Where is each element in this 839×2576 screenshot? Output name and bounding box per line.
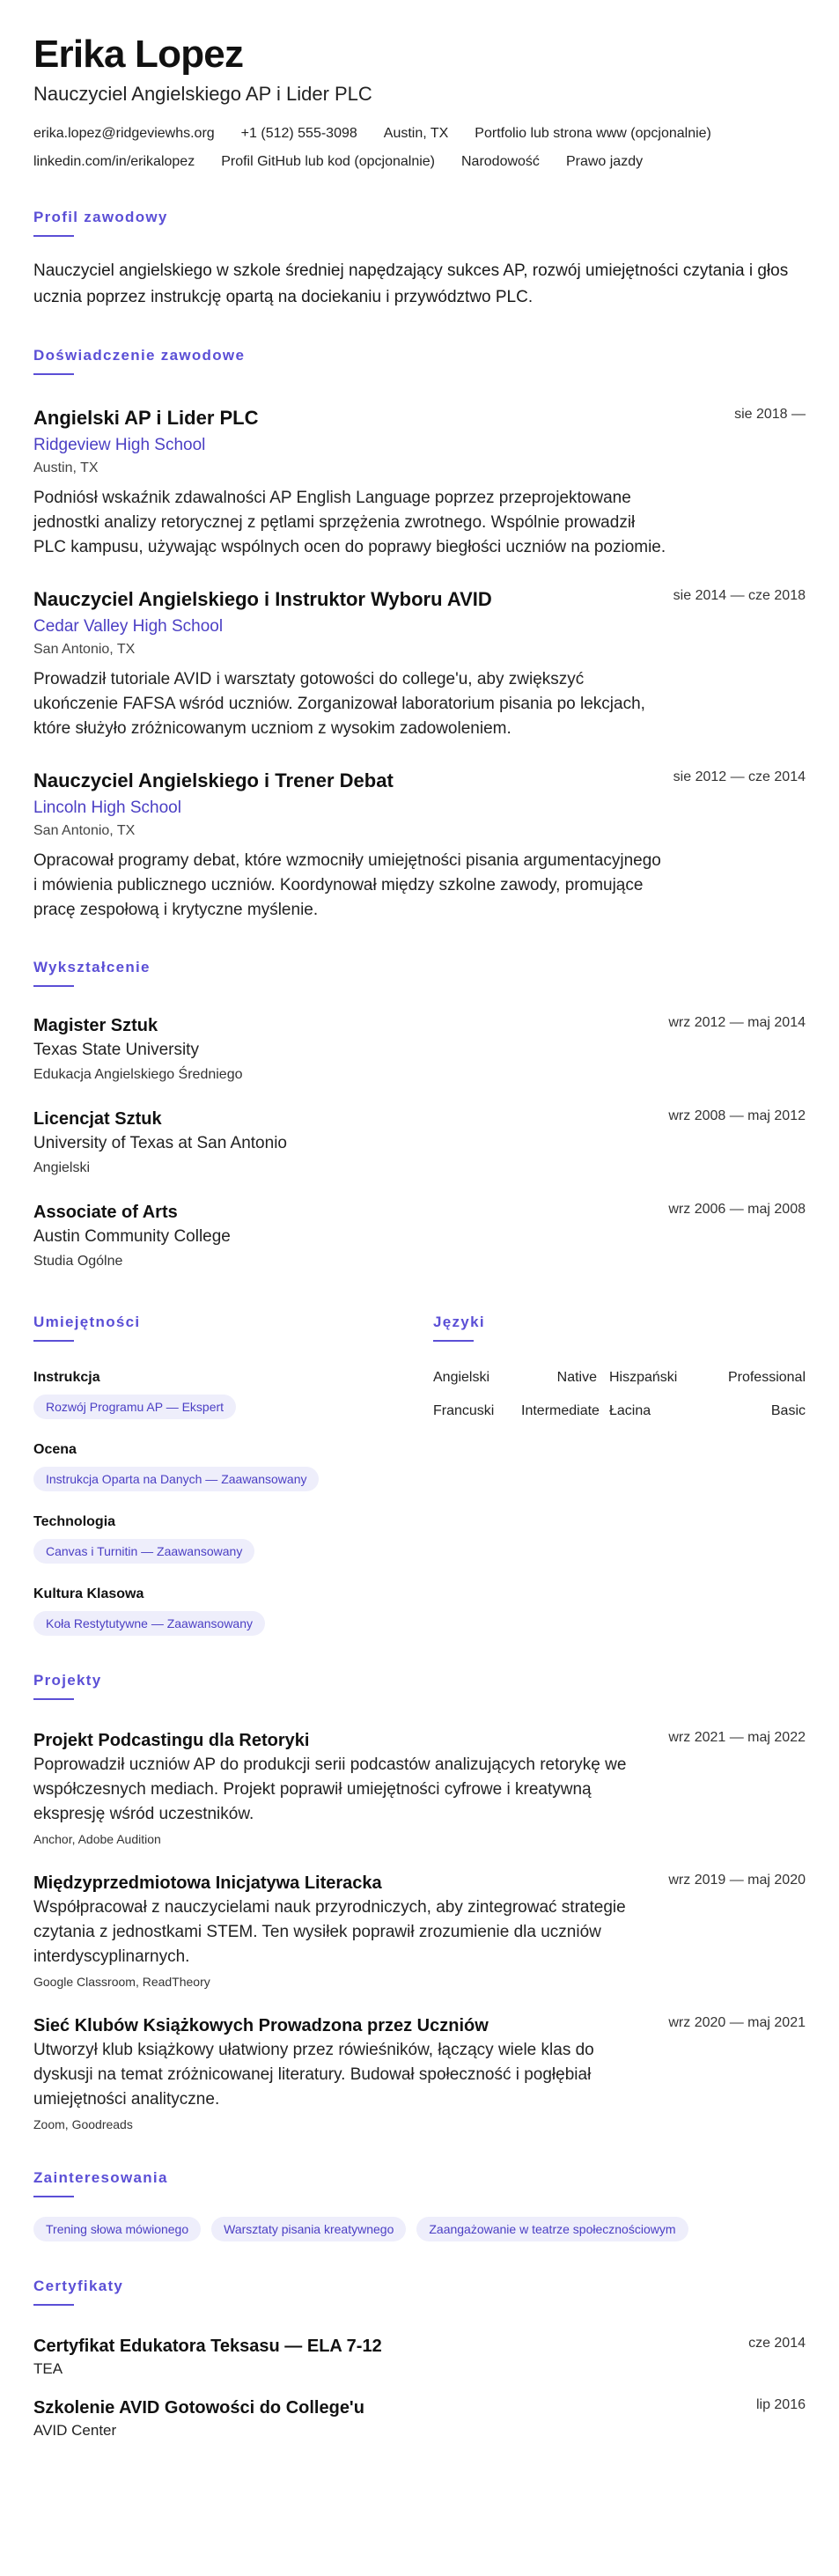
summary-section (33, 208, 806, 311)
interest-pill: Trening słowa mówionego (33, 2217, 201, 2241)
skill-group (33, 1440, 433, 1491)
project-dates: wrz 2021 — maj 2022 (668, 1730, 806, 1745)
section-divider (33, 2196, 74, 2197)
experience-description: Opracował programy debat, które wzmocniły umiejętności pisania argumentacyjnego i mówienia publicznego uczniów. Koordynował między szkolne zawody, promujące pracę zespołową i krytyczne myślenie. (33, 851, 661, 919)
education-degree: Associate of Arts (33, 1203, 178, 1222)
experience-company: Cedar Valley High School (33, 617, 224, 636)
contact-portfolio[interactable]: Portfolio lub strona www (opcjonalnie) (475, 126, 711, 141)
certification-date: lip 2016 (755, 2397, 806, 2412)
skill-group (33, 1512, 433, 1564)
candidate-headline: Nauczyciel Angielskiego AP i Lider PLC (33, 83, 372, 105)
project-description: Utworzył klub książkowy ułatwiony przez rówieśników, łączący wiele klas do dyskusji na temat zróżnicowanej literatury. Budował społeczność i pogłębiał umiejętności analityczne. (33, 2041, 594, 2109)
section-title: Projekty (33, 1672, 102, 1689)
project-tech: Google Classroom, ReadTheory (33, 1975, 210, 1989)
section-divider (33, 1698, 74, 1700)
project-tech: Anchor, Adobe Audition (33, 1832, 161, 1846)
experience-section (33, 346, 806, 923)
languages-grid (433, 1368, 806, 1421)
resume-header (33, 32, 806, 173)
skills-section (33, 1313, 433, 1636)
contact-nationality: Narodowość (461, 154, 540, 169)
education-school: University of Texas at San Antonio (33, 1134, 287, 1152)
experience-company: Ridgeview High School (33, 436, 206, 454)
contact-location: Austin, TX (383, 126, 449, 141)
experience-location: Austin, TX (33, 460, 99, 475)
project-title: Sieć Klubów Książkowych Prowadzona przez Uczniów (33, 2016, 489, 2035)
certifications-section (33, 2277, 806, 2441)
experience-company: Lincoln High School (33, 799, 181, 817)
skill-category: Instrukcja (33, 1370, 100, 1385)
experience-dates: sie 2018 — (734, 407, 806, 422)
experience-role: Angielski AP i Lider PLC (33, 407, 259, 429)
interest-pill: Zaangażowanie w teatrze społecznościowym (416, 2217, 688, 2241)
contact-list (33, 123, 806, 173)
education-dates: wrz 2012 — maj 2014 (668, 1015, 806, 1030)
language-name: Łacina (609, 1403, 651, 1418)
certification-item (33, 2334, 806, 2380)
section-divider (33, 1340, 74, 1342)
project-description: Współpracował z nauczycielami nauk przyrodniczych, aby zintegrować strategie czytania z jednostkami STEM. Ten wysiłek poprawił zrozumienie dla uczniów interdyscyplinarnych. (33, 1898, 626, 1966)
project-description: Poprowadził uczniów AP do produkcji serii podcastów analizujących retorykę we współczesnych mediach. Projekt poprawił umiejętności cyfrowe i kreatywną ekspresję wśród uczestników. (33, 1755, 627, 1823)
contact-phone[interactable]: +1 (512) 555-3098 (240, 126, 357, 141)
experience-role: Nauczyciel Angielskiego i Instruktor Wyboru AVID (33, 588, 492, 610)
experience-dates: sie 2012 — cze 2014 (673, 769, 806, 784)
summary-text: Nauczyciel angielskiego w szkole średniej napędzający sukces AP, rozwój umiejętności czytania i głos ucznia poprzez instrukcję opartą na dociekaniu i przywództwo PLC. (33, 261, 789, 306)
certification-date: cze 2014 (748, 2336, 806, 2351)
language-level: Basic (770, 1403, 806, 1418)
experience-location: San Antonio, TX (33, 823, 136, 838)
education-item (33, 1200, 806, 1272)
skill-pill: Koła Restytutywne — Zaawansowany (33, 1611, 265, 1636)
project-tech: Zoom, Goodreads (33, 2117, 133, 2131)
language-name: Angielski (433, 1370, 490, 1385)
interest-pill: Warsztaty pisania kreatywnego (211, 2217, 406, 2241)
project-title: Projekt Podcastingu dla Retoryki (33, 1731, 310, 1750)
certification-item (33, 2396, 806, 2441)
education-school: Austin Community College (33, 1227, 231, 1246)
section-divider (433, 1340, 474, 1342)
education-degree: Magister Sztuk (33, 1016, 158, 1035)
skill-group (33, 1585, 433, 1636)
experience-item (33, 768, 806, 923)
project-dates: wrz 2019 — maj 2020 (668, 1873, 806, 1888)
education-section (33, 958, 806, 1272)
certification-issuer: AVID Center (33, 2422, 117, 2439)
skill-group (33, 1368, 433, 1419)
candidate-name: Erika Lopez (33, 33, 244, 76)
skill-category: Ocena (33, 1442, 77, 1457)
contact-github[interactable]: Profil GitHub lub kod (opcjonalnie) (221, 154, 435, 169)
project-dates: wrz 2020 — maj 2021 (668, 2015, 806, 2030)
project-title: Międzyprzedmiotowa Inicjatywa Literacka (33, 1873, 382, 1893)
certification-issuer: TEA (33, 2360, 63, 2377)
section-title: Umiejętności (33, 1314, 141, 1330)
experience-description: Prowadził tutoriale AVID i warsztaty gotowości do college'u, aby zwiększyć ukończenie FAFSA wśród uczniów. Zorganizował laboratorium pisania po lekcjach, które służyło zróżnicowanym uczniom z wysokim zadowoleniem. (33, 670, 645, 738)
skill-category: Kultura Klasowa (33, 1586, 144, 1601)
certification-name: Szkolenie AVID Gotowości do College'u (33, 2398, 364, 2418)
experience-description: Podniósł wskaźnik zdawalności AP English Language poprzez przeprojektowane jednostki analizy retorycznej z pętlami sprzężenia zwrotnego. Wspólnie prowadził PLC kampusu, używając wspólnych ocen do poprawy biegłości uczniów na poziomie. (33, 489, 666, 556)
contact-linkedin[interactable]: linkedin.com/in/erikalopez (33, 154, 195, 169)
interests-list (33, 2217, 806, 2241)
section-divider (33, 373, 74, 375)
experience-role: Nauczyciel Angielskiego i Trener Debat (33, 769, 394, 791)
skill-pill: Canvas i Turnitin — Zaawansowany (33, 1539, 254, 1564)
skill-category: Technologia (33, 1514, 116, 1529)
language-level: Professional (727, 1370, 806, 1385)
section-divider (33, 985, 74, 987)
experience-dates: sie 2014 — cze 2018 (673, 588, 806, 603)
contact-driving-license: Prawo jazdy (565, 154, 644, 169)
language-name: Hiszpański (609, 1370, 678, 1385)
section-title: Języki (433, 1314, 485, 1330)
section-title: Zainteresowania (33, 2169, 168, 2186)
section-title: Doświadczenie zawodowe (33, 347, 246, 364)
project-item (33, 2013, 806, 2133)
education-dates: wrz 2008 — maj 2012 (668, 1108, 806, 1123)
education-item (33, 1013, 806, 1086)
education-school: Texas State University (33, 1041, 199, 1059)
experience-item (33, 405, 806, 560)
skills-languages-row (33, 1313, 806, 1636)
section-divider (33, 235, 74, 237)
projects-section (33, 1671, 806, 2133)
experience-item (33, 586, 806, 741)
language-level: Native (556, 1370, 597, 1385)
skill-pill: Rozwój Programu AP — Ekspert (33, 1395, 236, 1419)
education-field: Angielski (33, 1160, 91, 1175)
section-divider (33, 2304, 74, 2306)
languages-section (433, 1313, 806, 1636)
section-title: Wykształcenie (33, 959, 151, 975)
language-name: Francuski (433, 1403, 495, 1418)
education-item (33, 1107, 806, 1179)
project-item (33, 1871, 806, 1991)
education-dates: wrz 2006 — maj 2008 (668, 1202, 806, 1217)
project-item (33, 1728, 806, 1848)
skill-pill: Instrukcja Oparta na Danych — Zaawansowany (33, 1467, 319, 1491)
certification-name: Certyfikat Edukatora Teksasu — ELA 7-12 (33, 2337, 382, 2356)
section-title: Certyfikaty (33, 2278, 124, 2294)
education-field: Studia Ogólne (33, 1254, 123, 1269)
education-field: Edukacja Angielskiego Średniego (33, 1067, 243, 1082)
section-title: Profil zawodowy (33, 209, 168, 225)
education-degree: Licencjat Sztuk (33, 1109, 162, 1129)
contact-email[interactable]: erika.lopez@ridgeviewhs.org (33, 126, 215, 141)
language-level: Intermediate (521, 1403, 600, 1418)
interests-section (33, 2168, 806, 2241)
experience-location: San Antonio, TX (33, 642, 136, 657)
